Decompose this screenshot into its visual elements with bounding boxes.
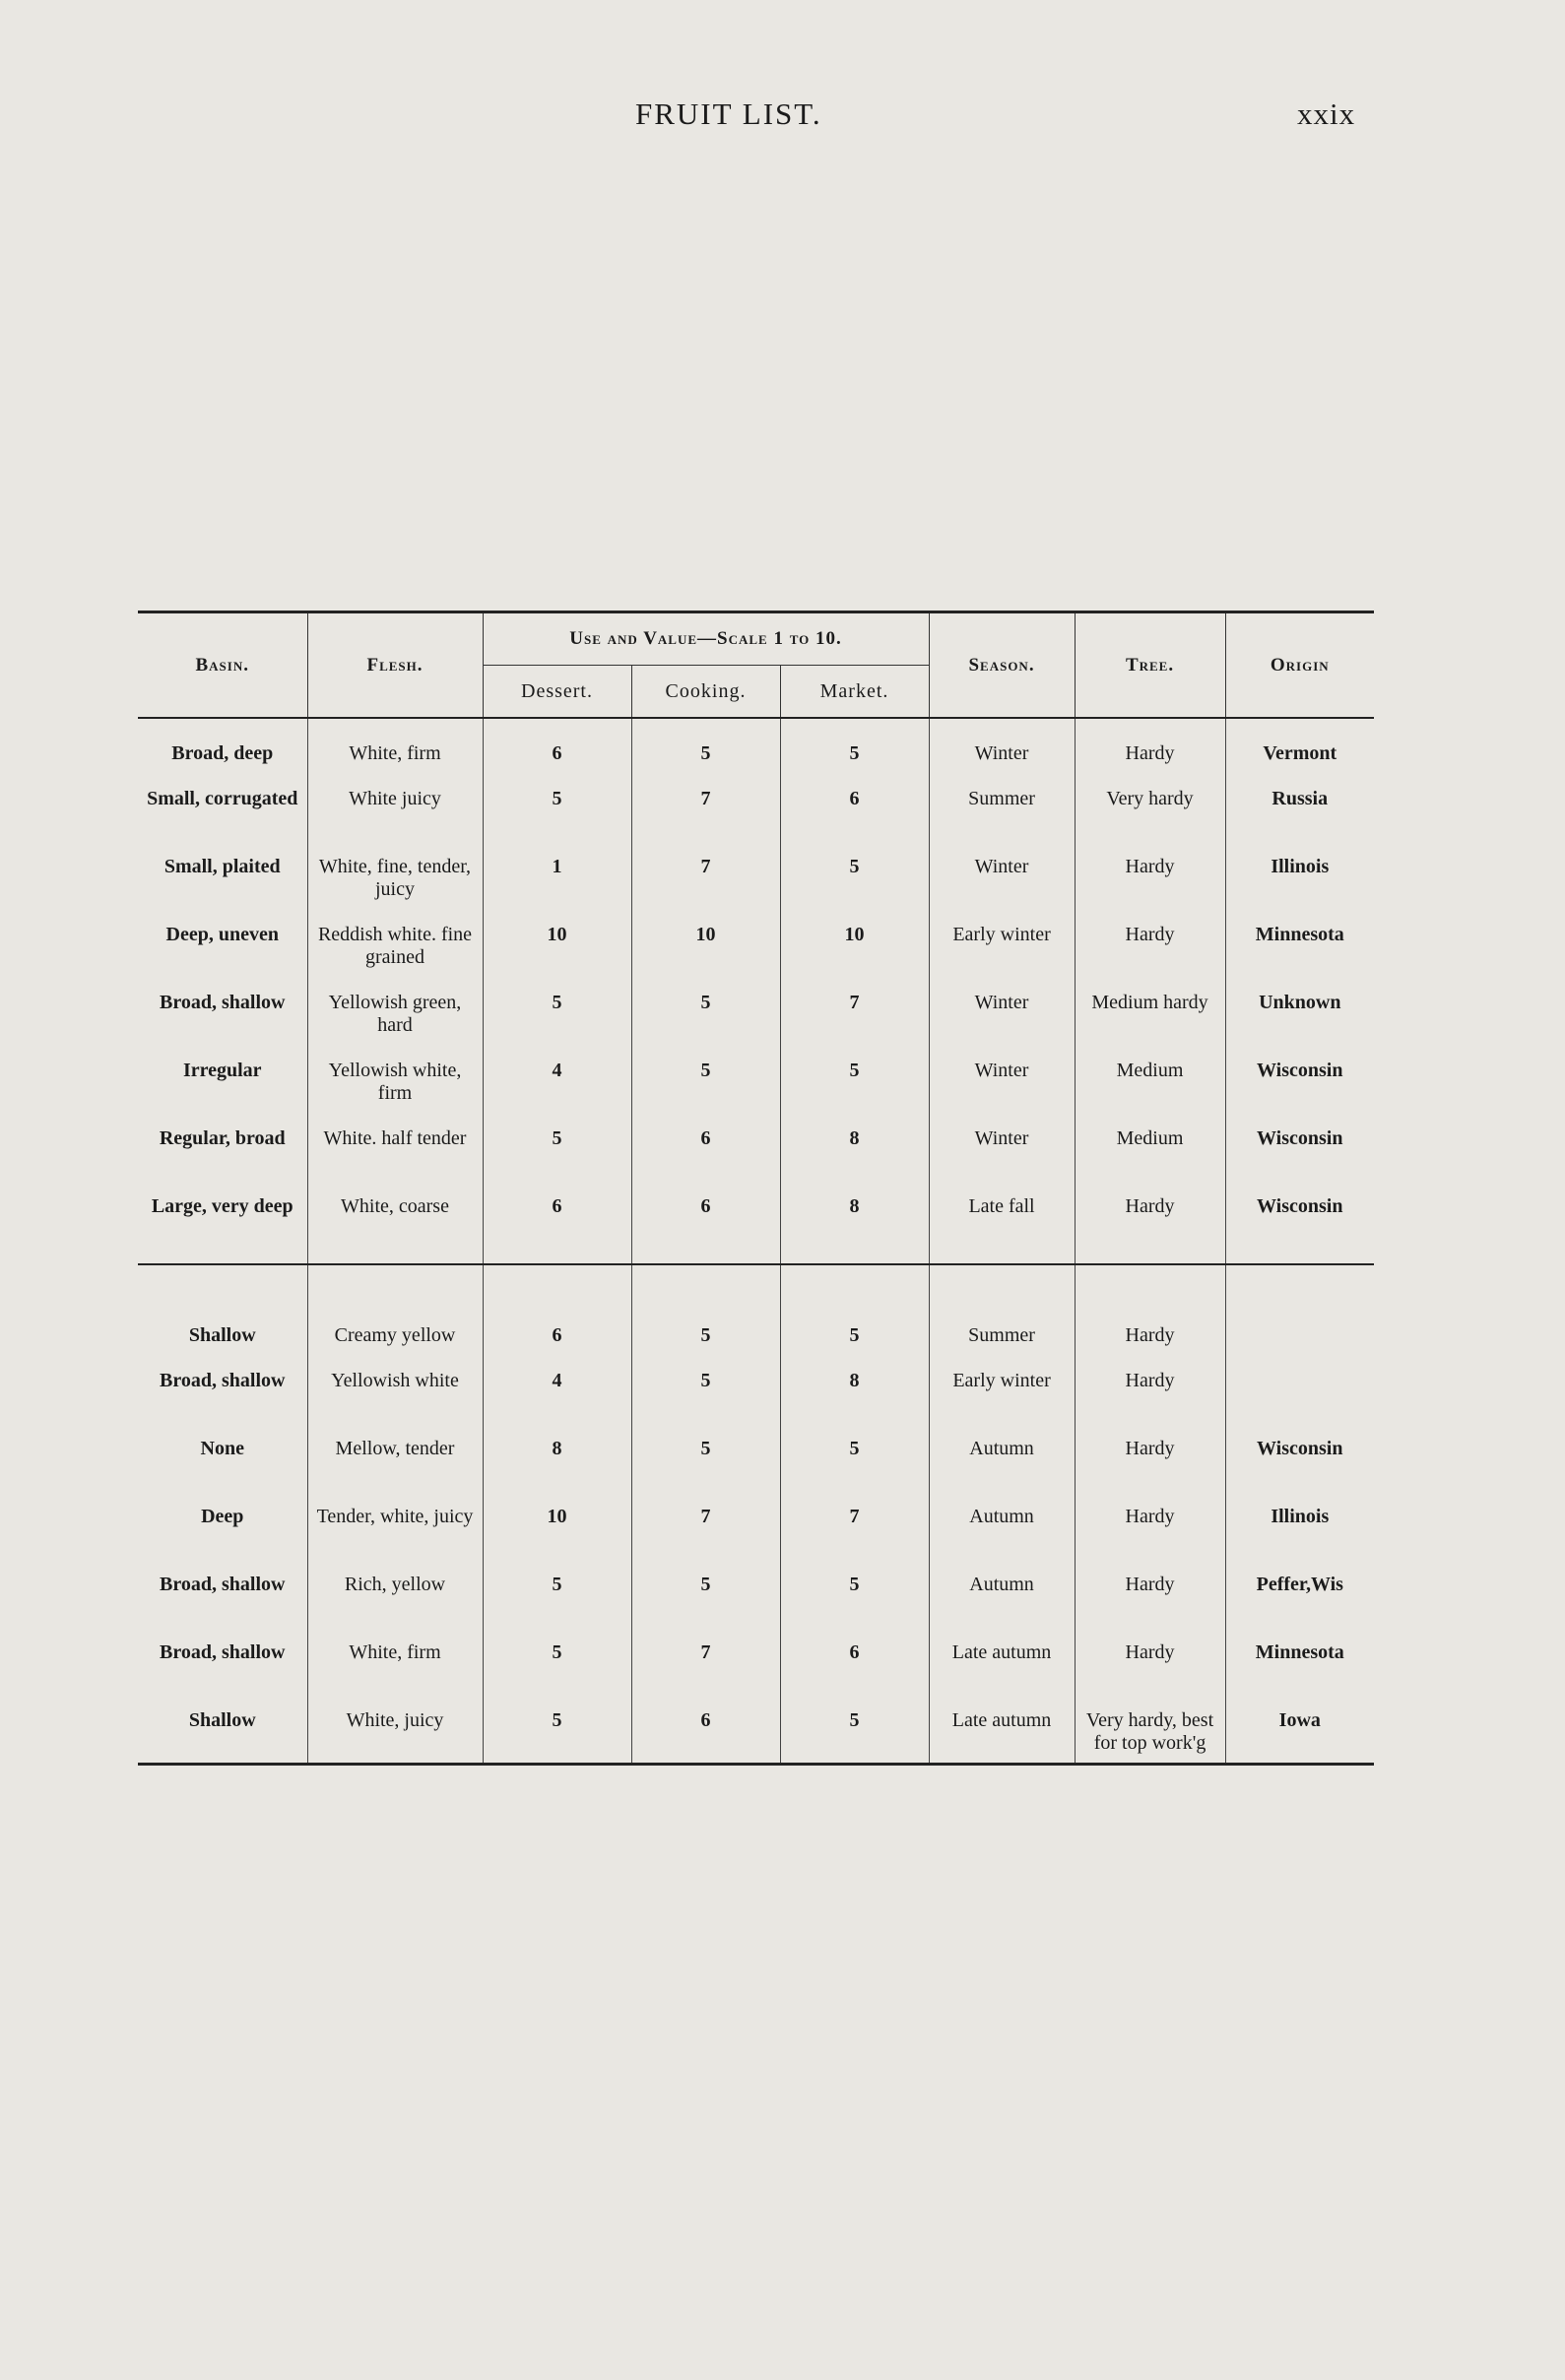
- column-group-use-value: Use and Value—Scale 1 to 10.: [483, 612, 929, 666]
- flesh-cell: White juicy: [307, 788, 483, 856]
- basin-cell: Shallow: [138, 1264, 307, 1370]
- table-row: [138, 1370, 1374, 1438]
- flesh-cell: White, fine, tender, juicy: [307, 856, 483, 924]
- dessert-score-cell: 6: [483, 1195, 631, 1264]
- tree-cell: Hardy: [1075, 1574, 1225, 1641]
- flesh-cell: Mellow, tender: [307, 1438, 483, 1506]
- cooking-score-cell: 6: [631, 1709, 780, 1765]
- dessert-score-cell: 4: [483, 1370, 631, 1438]
- season-cell: Late fall: [929, 1195, 1075, 1264]
- market-score-cell: 10: [780, 924, 929, 992]
- origin-cell: Minnesota: [1225, 924, 1374, 992]
- basin-cell: Broad, deep: [171, 742, 274, 764]
- cooking-score-cell: 7: [631, 1641, 780, 1709]
- table-row: [138, 1264, 1374, 1370]
- basin-cell: None: [200, 1438, 244, 1459]
- table-row: [138, 1195, 1374, 1264]
- table-row: [138, 1438, 1374, 1506]
- cooking-score-cell: 5: [631, 1060, 780, 1127]
- tree-cell: Medium hardy: [1075, 992, 1225, 1060]
- column-header-dessert: Dessert.: [483, 666, 631, 719]
- tree-cell: Medium: [1075, 1127, 1225, 1195]
- season-cell: Winter: [929, 1127, 1075, 1195]
- dessert-score-cell: 6: [483, 1264, 631, 1370]
- dessert-score-cell: 1: [483, 856, 631, 924]
- season-cell: Summer: [929, 788, 1075, 856]
- origin-cell: Illinois: [1225, 856, 1374, 924]
- tree-cell: Hardy: [1075, 1506, 1225, 1574]
- dessert-score-cell: 10: [483, 924, 631, 992]
- market-score-cell: 8: [780, 1127, 929, 1195]
- season-cell: Winter: [929, 992, 1075, 1060]
- origin-cell: [1225, 1370, 1374, 1438]
- table-row: [138, 1506, 1374, 1574]
- market-score-cell: 5: [780, 1060, 929, 1127]
- basin-cell: Deep, uneven: [165, 924, 279, 945]
- tree-cell: Hardy: [1075, 1641, 1225, 1709]
- tree-cell: Hardy: [1075, 1438, 1225, 1506]
- cooking-score-cell: 6: [631, 1195, 780, 1264]
- tree-cell: Hardy: [1075, 856, 1225, 924]
- basin-cell: Regular, broad: [159, 1127, 286, 1149]
- fruit-table: [138, 611, 1374, 1766]
- cooking-score-cell: 6: [631, 1127, 780, 1195]
- market-score-cell: 7: [780, 1506, 929, 1574]
- origin-cell: Wisconsin: [1225, 1060, 1374, 1127]
- flesh-cell: White. half tender: [307, 1127, 483, 1195]
- market-score-cell: 5: [780, 1438, 929, 1506]
- market-score-cell: 6: [780, 788, 929, 856]
- origin-cell: Wisconsin: [1225, 1195, 1374, 1264]
- flesh-cell: Reddish white. fine grained: [307, 924, 483, 992]
- season-cell: Winter: [929, 718, 1075, 788]
- origin-cell: Wisconsin: [1225, 1127, 1374, 1195]
- flesh-cell: White, juicy: [307, 1709, 483, 1765]
- tree-cell: Hardy: [1075, 1264, 1225, 1370]
- table-body-group2: [138, 1264, 1374, 1765]
- table-body-group1: [138, 718, 1374, 1264]
- tree-cell: Hardy: [1075, 1370, 1225, 1438]
- origin-cell: Illinois: [1225, 1506, 1374, 1574]
- origin-cell: Unknown: [1225, 992, 1374, 1060]
- table-row: [138, 1127, 1374, 1195]
- origin-cell: Minnesota: [1225, 1641, 1374, 1709]
- basin-cell: Broad, shallow: [160, 1370, 286, 1391]
- basin-cell: Broad, shallow: [160, 992, 286, 1013]
- column-header-origin: Origin: [1225, 612, 1374, 719]
- season-cell: Late autumn: [929, 1641, 1075, 1709]
- cooking-score-cell: 5: [631, 1574, 780, 1641]
- tree-cell: Very hardy, best for top work'g: [1075, 1709, 1225, 1765]
- basin-cell: Large, very deep: [151, 1195, 293, 1217]
- basin-cell: Small, plaited: [163, 856, 281, 877]
- tree-cell: Hardy: [1075, 1195, 1225, 1264]
- season-cell: Autumn: [929, 1574, 1075, 1641]
- dessert-score-cell: 5: [483, 1641, 631, 1709]
- cooking-score-cell: 5: [631, 1370, 780, 1438]
- origin-cell: Wisconsin: [1225, 1438, 1374, 1506]
- column-header-market: Market.: [780, 666, 929, 719]
- tree-cell: Hardy: [1075, 924, 1225, 992]
- table-row: [138, 856, 1374, 924]
- dessert-score-cell: 10: [483, 1506, 631, 1574]
- page-title: FRUIT LIST.: [635, 96, 822, 131]
- basin-cell: Broad, shallow: [160, 1641, 286, 1663]
- table-row: [138, 924, 1374, 992]
- cooking-score-cell: 7: [631, 856, 780, 924]
- cooking-score-cell: 10: [631, 924, 780, 992]
- origin-cell: Iowa: [1225, 1709, 1374, 1765]
- dessert-score-cell: 4: [483, 1060, 631, 1127]
- flesh-cell: Yellowish white, firm: [307, 1060, 483, 1127]
- market-score-cell: 7: [780, 992, 929, 1060]
- basin-cell: Irregular: [182, 1060, 262, 1081]
- tree-cell: Medium: [1075, 1060, 1225, 1127]
- column-header-flesh: Flesh.: [307, 612, 483, 719]
- column-header-season: Season.: [929, 612, 1075, 719]
- market-score-cell: 5: [780, 1264, 929, 1370]
- season-cell: Early winter: [929, 924, 1075, 992]
- dessert-score-cell: 5: [483, 1127, 631, 1195]
- table-row: [138, 1641, 1374, 1709]
- flesh-cell: White, coarse: [307, 1195, 483, 1264]
- market-score-cell: 8: [780, 1195, 929, 1264]
- running-head: [0, 96, 1565, 136]
- basin-cell: Broad, shallow: [160, 1574, 286, 1595]
- column-header-basin: Basin.: [138, 612, 307, 719]
- season-cell: Autumn: [929, 1438, 1075, 1506]
- season-cell: Winter: [929, 856, 1075, 924]
- flesh-cell: Rich, yellow: [307, 1574, 483, 1641]
- origin-cell: Vermont: [1225, 718, 1374, 788]
- column-header-tree: Tree.: [1075, 612, 1225, 719]
- dessert-score-cell: 5: [483, 788, 631, 856]
- flesh-cell: Yellowish green, hard: [307, 992, 483, 1060]
- table-row: [138, 788, 1374, 856]
- dessert-score-cell: 8: [483, 1438, 631, 1506]
- basin-cell: Deep: [201, 1506, 244, 1527]
- market-score-cell: 5: [780, 856, 929, 924]
- flesh-cell: White, firm: [307, 1641, 483, 1709]
- table-row: [138, 1060, 1374, 1127]
- season-cell: Late autumn: [929, 1709, 1075, 1765]
- flesh-cell: Creamy yellow: [307, 1264, 483, 1370]
- origin-cell: Peffer,Wis: [1225, 1574, 1374, 1641]
- column-header-cooking: Cooking.: [631, 666, 780, 719]
- market-score-cell: 5: [780, 718, 929, 788]
- table-row: [138, 718, 1374, 788]
- dessert-score-cell: 6: [483, 718, 631, 788]
- cooking-score-cell: 7: [631, 788, 780, 856]
- cooking-score-cell: 5: [631, 718, 780, 788]
- table-row: [138, 1574, 1374, 1641]
- season-cell: Summer: [929, 1264, 1075, 1370]
- dessert-score-cell: 5: [483, 1709, 631, 1765]
- market-score-cell: 6: [780, 1641, 929, 1709]
- cooking-score-cell: 5: [631, 992, 780, 1060]
- dessert-score-cell: 5: [483, 992, 631, 1060]
- season-cell: Early winter: [929, 1370, 1075, 1438]
- origin-cell: Russia: [1225, 788, 1374, 856]
- page-number: xxix: [1297, 96, 1356, 131]
- fruit-table-wrapper: [138, 611, 1374, 1766]
- flesh-cell: Yellowish white: [307, 1370, 483, 1438]
- cooking-score-cell: 7: [631, 1506, 780, 1574]
- cooking-score-cell: 5: [631, 1264, 780, 1370]
- flesh-cell: White, firm: [307, 718, 483, 788]
- market-score-cell: 5: [780, 1709, 929, 1765]
- tree-cell: Hardy: [1075, 718, 1225, 788]
- table-row: [138, 1709, 1374, 1765]
- tree-cell: Very hardy: [1075, 788, 1225, 856]
- table-row: [138, 992, 1374, 1060]
- market-score-cell: 5: [780, 1574, 929, 1641]
- cooking-score-cell: 5: [631, 1438, 780, 1506]
- flesh-cell: Tender, white, juicy: [307, 1506, 483, 1574]
- origin-cell: [1225, 1264, 1374, 1370]
- season-cell: Winter: [929, 1060, 1075, 1127]
- market-score-cell: 8: [780, 1370, 929, 1438]
- basin-cell: Small, corrugated: [147, 788, 298, 809]
- basin-cell: Shallow: [138, 1709, 307, 1765]
- dessert-score-cell: 5: [483, 1574, 631, 1641]
- season-cell: Autumn: [929, 1506, 1075, 1574]
